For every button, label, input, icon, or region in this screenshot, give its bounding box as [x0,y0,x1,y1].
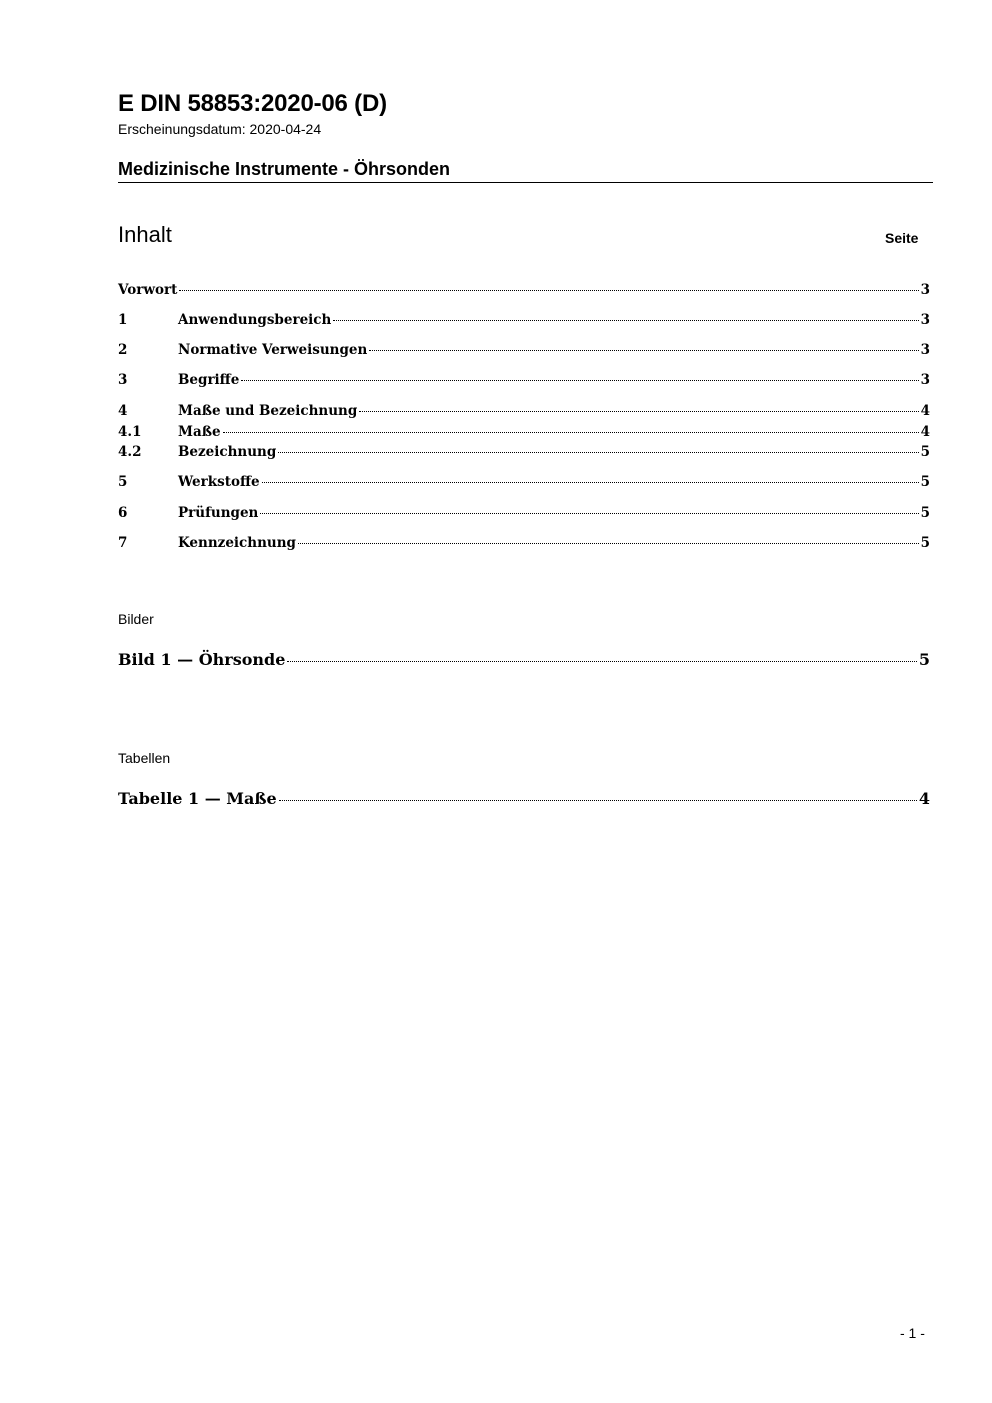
toc-entry-label: Bezeichnung [178,444,277,460]
dot-leader [279,800,917,801]
toc-entry-label: Prüfungen [178,505,259,521]
toc-entry-label: Normative Verweisungen [178,342,368,358]
dot-leader [333,320,918,321]
dot-leader [260,513,918,514]
dot-leader [241,380,918,381]
toc-entry-normative-verweisungen[interactable] [118,341,930,359]
toc-entry-werkstoffe[interactable] [118,473,930,491]
toc-entry-number: 6 [118,505,128,521]
toc-entry-label: Maße und Bezeichnung [178,403,358,419]
toc-entry-bezeichnung[interactable] [118,443,930,461]
dot-leader [223,432,919,433]
figures-heading: Bilder [118,611,154,627]
toc-entry-pruefungen[interactable] [118,504,930,522]
figure-entry-page: 5 [918,650,930,669]
toc-entry-number: 4.1 [118,424,142,440]
toc-entry-label: Vorwort [118,282,178,298]
publication-date: Erscheinungsdatum: 2020-04-24 [118,121,322,137]
toc-entry-anwendungsbereich[interactable] [118,311,930,329]
dot-leader [369,350,918,351]
figure-entry-bild-1[interactable] [118,650,930,670]
table-entry-page: 4 [918,789,930,808]
header-divider [118,182,933,183]
toc-entry-page: 5 [920,535,930,551]
toc-heading: Inhalt [118,222,172,247]
dot-leader [359,411,918,412]
toc-entry-label: Begriffe [178,372,240,388]
figure-entry-label: Bild 1 — Öhrsonde [118,650,286,669]
dot-leader [287,661,916,662]
toc-entry-number: 3 [118,372,128,388]
dot-leader [179,290,918,291]
toc-entry-masse-und-bezeichnung[interactable] [118,402,930,420]
toc-entry-page: 3 [920,282,930,298]
toc-entry-kennzeichnung[interactable] [118,534,930,552]
dot-leader [262,482,919,483]
toc-entry-number: 4.2 [118,444,142,460]
toc-entry-number: 2 [118,342,128,358]
toc-entry-page: 5 [920,444,930,460]
toc-entry-masse[interactable] [118,423,930,441]
toc-entry-page: 3 [920,342,930,358]
toc-entry-label: Werkstoffe [178,474,260,490]
toc-entry-begriffe[interactable] [118,371,930,389]
toc-entry-page: 4 [920,403,930,419]
toc-entry-page: 3 [920,372,930,388]
document-title: E DIN 58853:2020-06 (D) [118,90,387,117]
table-entry-tabelle-1[interactable] [118,789,930,809]
toc-entry-vorwort[interactable] [118,281,930,299]
toc-entry-label: Maße [178,424,221,440]
page-number: - 1 - [900,1325,925,1341]
toc-entry-page: 3 [920,312,930,328]
toc-entry-number: 4 [118,403,128,419]
dot-leader [298,543,919,544]
table-entry-label: Tabelle 1 — Maße [118,789,277,808]
toc-entry-number: 1 [118,312,128,328]
tables-heading: Tabellen [118,750,171,766]
toc-entry-number: 5 [118,474,128,490]
document-subtitle: Medizinische Instrumente - Öhrsonden [118,159,451,179]
page-column-label: Seite [885,230,919,246]
toc-entry-label: Kennzeichnung [178,535,296,551]
toc-entry-page: 5 [920,474,930,490]
toc-entry-label: Anwendungsbereich [178,312,332,328]
toc-entry-page: 4 [920,424,930,440]
toc-entry-number: 7 [118,535,128,551]
dot-leader [278,452,918,453]
toc-entry-page: 5 [920,505,930,521]
